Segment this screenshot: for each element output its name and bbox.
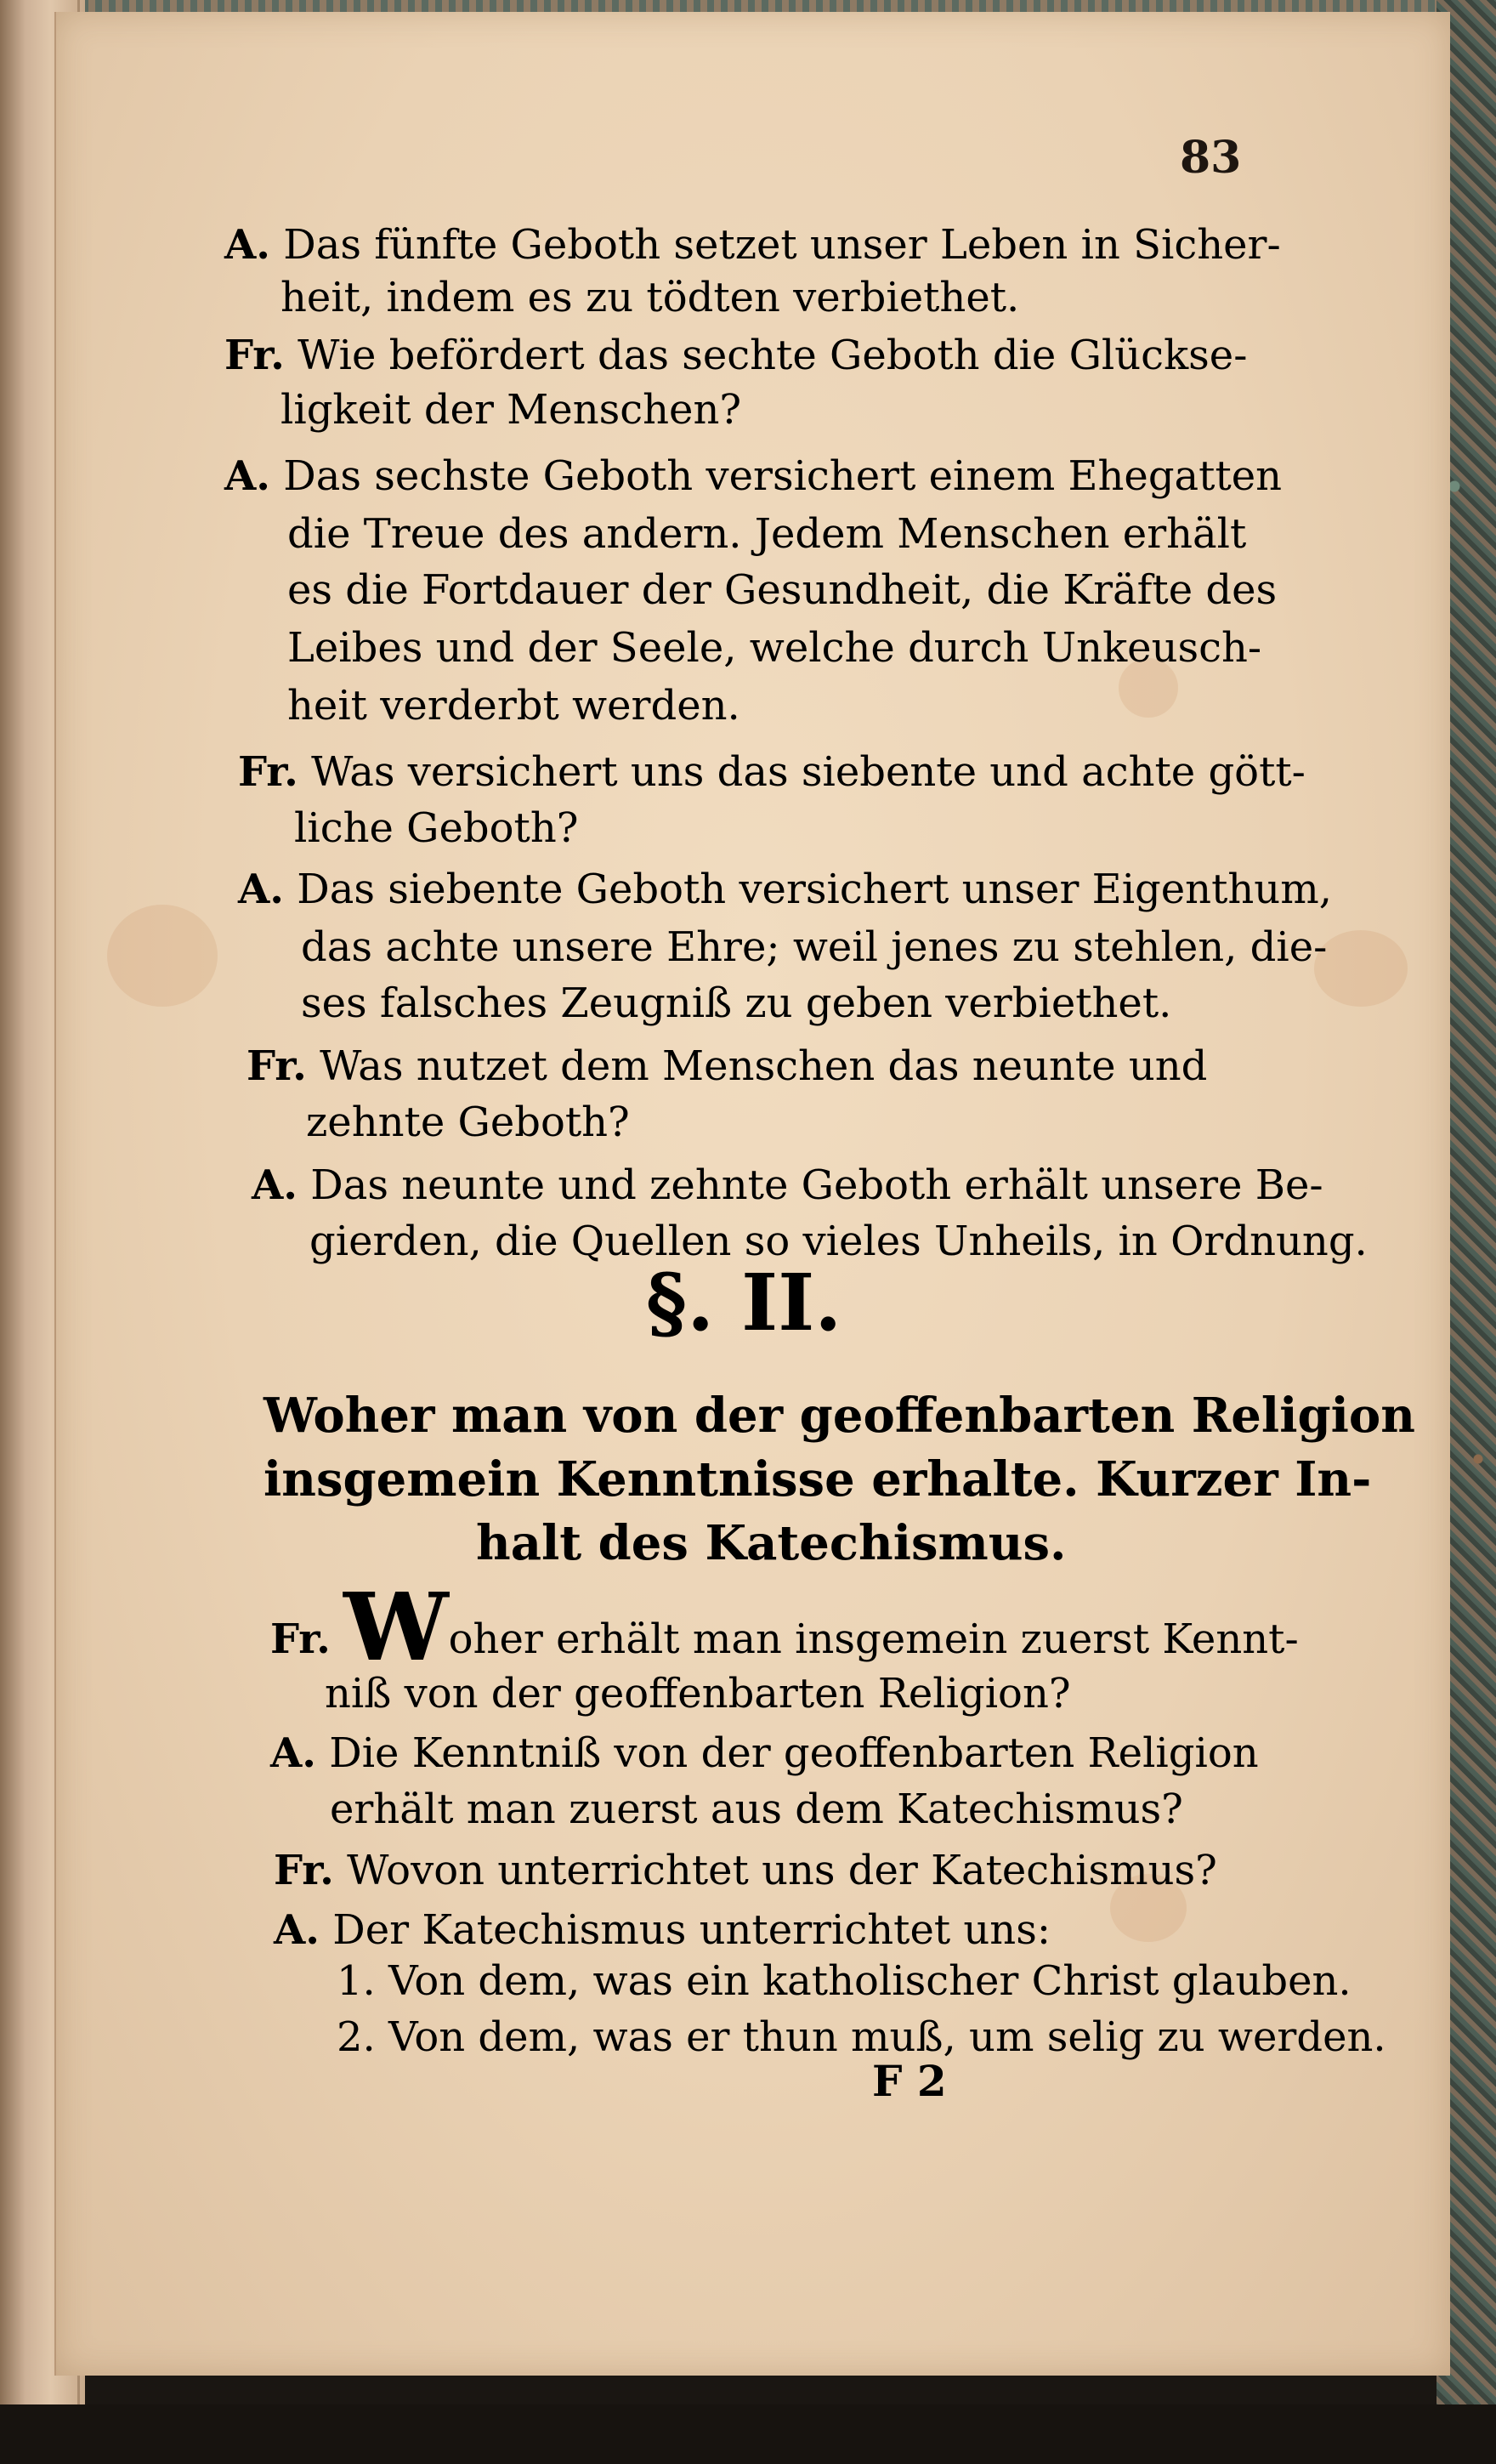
line-text: Das fünfte Geboth setzet unser Leben in Sicher- <box>283 221 1281 269</box>
text-line <box>287 565 1277 616</box>
line-text: zehnte Geboth? <box>306 1099 630 1146</box>
line-text: heit verderbt werden. <box>287 682 740 730</box>
line-lead: A. <box>274 1906 320 1954</box>
text-line <box>224 330 1247 381</box>
line-lead: Fr. <box>246 1042 307 1090</box>
line-lead: Fr. <box>274 1847 334 1894</box>
text-line <box>306 1097 630 1148</box>
text-line <box>280 272 1019 323</box>
text-line <box>294 803 578 854</box>
line-text: die Treue des andern. Jedem Menschen erhält <box>287 510 1247 558</box>
line-text: Der Katechismus unterrichtet uns: <box>332 1906 1051 1954</box>
line-text: Die Kenntniß von der geoffenbarten Religion <box>329 1729 1259 1777</box>
line-lead: A. <box>224 221 270 269</box>
text-line <box>252 1160 1323 1211</box>
line-lead: Fr. <box>270 1615 331 1663</box>
line-lead: A. <box>224 452 270 500</box>
dark-background <box>0 2404 1496 2464</box>
text-line <box>287 622 1261 673</box>
text-line <box>246 1041 1207 1092</box>
list-item <box>337 2012 1386 2063</box>
line-text: Das siebente Geboth versichert unser Eigenthum, <box>297 866 1332 913</box>
text-line <box>224 451 1282 502</box>
line-text: Das sechste Geboth versichert einem Ehegatten <box>283 452 1283 500</box>
line-text: Wie befördert das sechte Geboth die Glückse- <box>298 332 1248 379</box>
text-line <box>270 1572 1299 1682</box>
line-lead: A. <box>238 866 284 913</box>
text-line <box>274 1845 1217 1896</box>
line-lead: A. <box>270 1729 316 1777</box>
list-item <box>337 1956 1352 2007</box>
line-text: liche Geboth? <box>294 804 579 852</box>
text-line <box>224 219 1281 270</box>
line-text: ligkeit der Menschen? <box>280 386 742 434</box>
section-heading-line: Woher man von der geoffenbarten Religion <box>264 1388 1415 1444</box>
text-line <box>330 1784 1183 1835</box>
line-text: 1. Von dem, was ein katholischer Christ glauben. <box>337 1957 1352 2005</box>
text-line <box>287 508 1246 559</box>
line-text: Das neunte und zehnte Geboth erhält unsere Be- <box>310 1161 1323 1209</box>
line-lead: Fr. <box>238 748 298 796</box>
line-text: heit, indem es zu tödten verbiethet. <box>280 274 1020 321</box>
line-text: Leibes und der Seele, welche durch Unkeusch- <box>287 624 1262 672</box>
page-number: 83 <box>1180 132 1242 184</box>
foxing-stain <box>107 905 218 1007</box>
line-text: es die Fortdauer der Gesundheit, die Kräfte des <box>287 566 1278 614</box>
text-line <box>287 680 740 731</box>
section-heading-line: insgemein Kenntnisse erhalte. Kurzer In- <box>264 1451 1372 1507</box>
line-text: Wovon unterrichtet uns der Katechismus? <box>347 1847 1217 1894</box>
foxing-stain <box>1314 930 1408 1007</box>
text-line <box>301 922 1327 973</box>
text-line <box>238 747 1306 798</box>
signature-mark: F 2 <box>872 2056 947 2106</box>
line-text: oher erhält man insgemein zuerst Kennt- <box>448 1615 1299 1663</box>
line-text: gierden, die Quellen so vieles Unheils, in Ordnung. <box>309 1218 1368 1265</box>
line-text: ses falsches Zeugniß zu geben verbiethet. <box>301 979 1172 1027</box>
section-number: §. II. <box>646 1257 842 1348</box>
line-text: 2. Von dem, was er thun muß, um selig zu werden. <box>337 2013 1386 2061</box>
line-lead: Fr. <box>224 332 285 379</box>
text-line <box>238 864 1332 915</box>
text-line <box>274 1905 1051 1956</box>
section-heading-line: halt des Katechismus. <box>476 1515 1067 1571</box>
text-line <box>301 978 1171 1029</box>
line-lead: A. <box>252 1161 298 1209</box>
line-text: niß von der geoffenbarten Religion? <box>325 1670 1071 1717</box>
line-text: erhält man zuerst aus dem Katechismus? <box>330 1786 1183 1833</box>
drop-cap: W <box>343 1572 449 1682</box>
line-text: Was nutzet dem Menschen das neunte und <box>320 1042 1208 1090</box>
text-line <box>325 1668 1071 1719</box>
line-text: Was versichert uns das siebente und achte gött- <box>311 748 1306 796</box>
text-line <box>280 384 741 435</box>
text-line <box>270 1728 1259 1779</box>
line-text: das achte unsere Ehre; weil jenes zu stehlen, die- <box>301 923 1328 971</box>
